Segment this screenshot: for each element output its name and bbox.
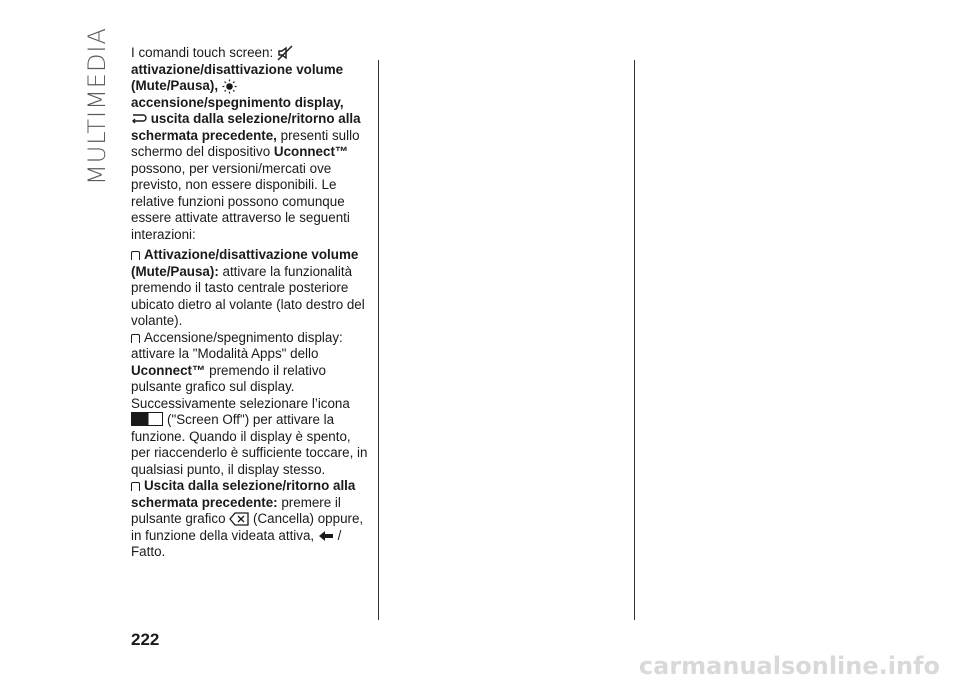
list-item — [131, 330, 371, 479]
item-text: Accensione/spegnimento display: attivare la "Modalità Apps" dello — [131, 329, 343, 361]
bullet-icon — [131, 482, 140, 491]
brand-name: Uconnect™ — [131, 362, 206, 378]
screen-off-icon — [131, 412, 163, 426]
item-heading: Attivazione/disattivazione volume (Mute/Pausa): — [131, 247, 359, 279]
page-number: 222 — [131, 630, 160, 649]
mute-icon — [277, 45, 293, 61]
intro-text: possono, per versioni/mercati ove previsto, non essere disponibili. Le relative funzioni possono comunque essere attivate attraverso le seguenti interazioni: — [131, 160, 350, 242]
intro-text: I comandi touch screen: — [131, 45, 277, 60]
brightness-icon — [222, 79, 237, 94]
column-divider — [378, 60, 379, 620]
intro-paragraph — [131, 45, 371, 243]
brand-name: Uconnect™ — [273, 144, 349, 159]
item-text: ("Screen Off") per attivare la funzione. Quando il display è spento, per riaccenderlo è sufficiente toccare, in qualsiasi punto, il display stesso. — [131, 412, 368, 477]
watermark: carmanualsonline.info — [638, 652, 940, 680]
item-text: attivare la funzionalità premendo il tasto centrale posteriore ubicato dietro al volante (lato destro del volante). — [131, 263, 365, 328]
column-divider — [634, 60, 635, 620]
item-text: premendo il relativo pulsante grafico sul display. Successivamente selezionare l’icona — [131, 362, 350, 411]
list-item — [131, 478, 371, 561]
item-heading: Uscita dalla selezione/ritorno alla schermata precedente: — [131, 478, 356, 510]
item-text: / Fatto. — [131, 527, 342, 559]
list-item — [131, 247, 371, 330]
intro-bold: uscita dalla selezione/ritorno alla schermata precedente, — [131, 111, 361, 143]
bullet-icon — [131, 251, 140, 260]
item-text: premere il pulsante grafico — [131, 494, 341, 526]
cancel-icon — [229, 512, 249, 526]
bullet-icon — [131, 334, 140, 343]
return-icon — [131, 113, 147, 125]
section-title: MULTIMEDIA — [83, 27, 111, 185]
text-column — [131, 45, 371, 561]
intro-bold: accensione/spegnimento display, — [131, 94, 344, 110]
intro-bold: attivazione/disattivazione volume (Mute/Pausa), — [131, 61, 344, 93]
item-text: (Cancella) oppure, in funzione della videata attiva, — [131, 511, 364, 543]
back-arrow-icon — [318, 530, 334, 542]
intro-text: presenti sullo schermo del dispositivo — [131, 127, 360, 159]
